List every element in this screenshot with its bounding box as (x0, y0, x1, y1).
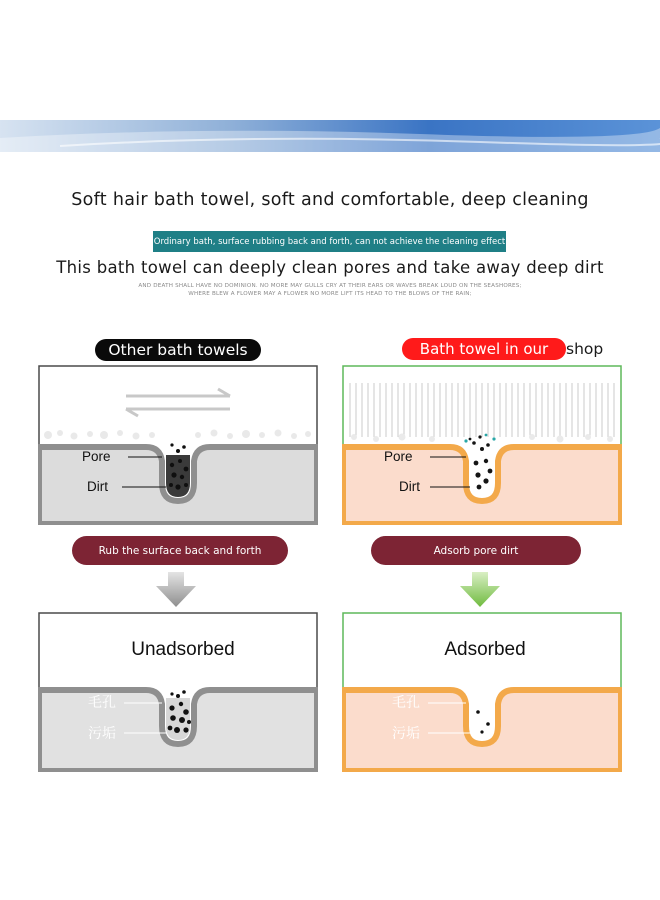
action-adsorb-dirt: Adsorb pore dirt (371, 536, 581, 565)
dirt-label: Dirt (399, 479, 420, 494)
pore-label: Pore (384, 449, 413, 464)
fine-print-line-1: AND DEATH SHALL HAVE NO DOMINION. NO MORE MAY GULLS CRY AT THEIR EARS OR WAVES BREAK LOUD ON THE SEASHORES; (138, 283, 522, 289)
result-unadsorbed: Unadsorbed (131, 639, 235, 660)
label-our-towel-suffix: shop (566, 340, 604, 358)
down-arrow-green-icon (458, 572, 502, 608)
label-our-towel-highlight: Bath towel in our (402, 338, 566, 360)
notice-banner: Ordinary bath, surface rubbing back and forth, can not achieve the cleaning effect (153, 231, 506, 252)
dirt-label-cn: 污垢 (392, 725, 420, 741)
subheadline: This bath towel can deeply clean pores and take away deep dirt (56, 258, 604, 277)
result-adsorbed: Adsorbed (444, 639, 526, 660)
panel-ours-after (342, 612, 622, 772)
panel-other-after (38, 612, 318, 772)
top-banner (0, 120, 660, 152)
fine-print-line-2: WHERE BLEW A FLOWER MAY A FLOWER NO MORE LIFT ITS HEAD TO THE BLOWS OF THE RAIN; (188, 291, 472, 297)
headline: Soft hair bath towel, soft and comfortable, deep cleaning (71, 190, 589, 210)
dirt-label-cn: 污垢 (88, 725, 116, 741)
action-rub-surface: Rub the surface back and forth (72, 536, 288, 565)
panel-ours-before (342, 365, 622, 525)
pore-label-cn: 毛孔 (392, 694, 420, 710)
panel-other-before (38, 365, 318, 525)
down-arrow-grey-icon (154, 572, 198, 608)
dirt-label: Dirt (87, 479, 108, 494)
pore-label-cn: 毛孔 (88, 694, 116, 710)
label-other-towels: Other bath towels (95, 339, 261, 361)
pore-label: Pore (82, 449, 111, 464)
